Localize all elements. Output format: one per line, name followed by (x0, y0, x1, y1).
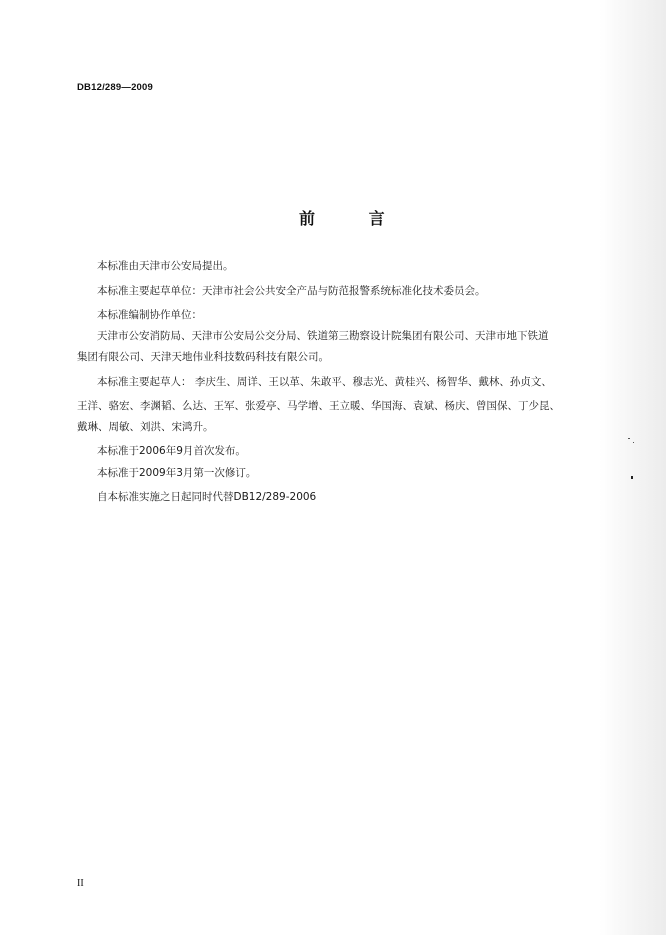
paragraph-replacement: 自本标准实施之日起同时代替DB12/289-2006 (97, 491, 317, 503)
scan-speck (628, 438, 630, 439)
paragraph-drafters-line-3: 戴琳、周敏、刘洪、宋鸿升。 (77, 421, 214, 433)
page-title: 前 言 (299, 209, 409, 228)
page-number: II (77, 878, 84, 889)
paragraph-first-release: 本标准于2006年9月首次发布。 (97, 445, 246, 457)
scan-speck (631, 476, 633, 479)
document-code: DB12/289—2009 (77, 82, 154, 93)
paragraph-drafters-line-2: 王洋、骆宏、李渊韬、么达、王军、张爱亭、马学增、王立暖、华国海、袁斌、杨庆、曾国保、丁少昆、 (77, 400, 560, 412)
paragraph-first-revision: 本标准于2009年3月第一次修订。 (97, 467, 257, 479)
scan-speck (633, 442, 634, 443)
paragraph-proposer: 本标准由天津市公安局提出。 (97, 260, 234, 272)
paragraph-drafters-line-1: 本标准主要起草人： 李庆生、周详、王以革、朱敢平、穆志光、黄桂兴、杨智华、戴林、孙贞文、 (97, 376, 552, 388)
paragraph-cooperating-units-label: 本标准编制协作单位： (97, 309, 202, 321)
paragraph-cooperating-units-line-1: 天津市公安消防局、天津市公安局公交分局、铁道第三勘察设计院集团有限公司、天津市地下铁道 (97, 330, 549, 342)
paragraph-cooperating-units-line-2: 集团有限公司、天津天地伟业科技数码科技有限公司。 (77, 351, 329, 363)
paragraph-drafting-unit: 本标准主要起草单位：天津市社会公共安全产品与防范报警系统标准化技术委员会。 (97, 285, 486, 297)
